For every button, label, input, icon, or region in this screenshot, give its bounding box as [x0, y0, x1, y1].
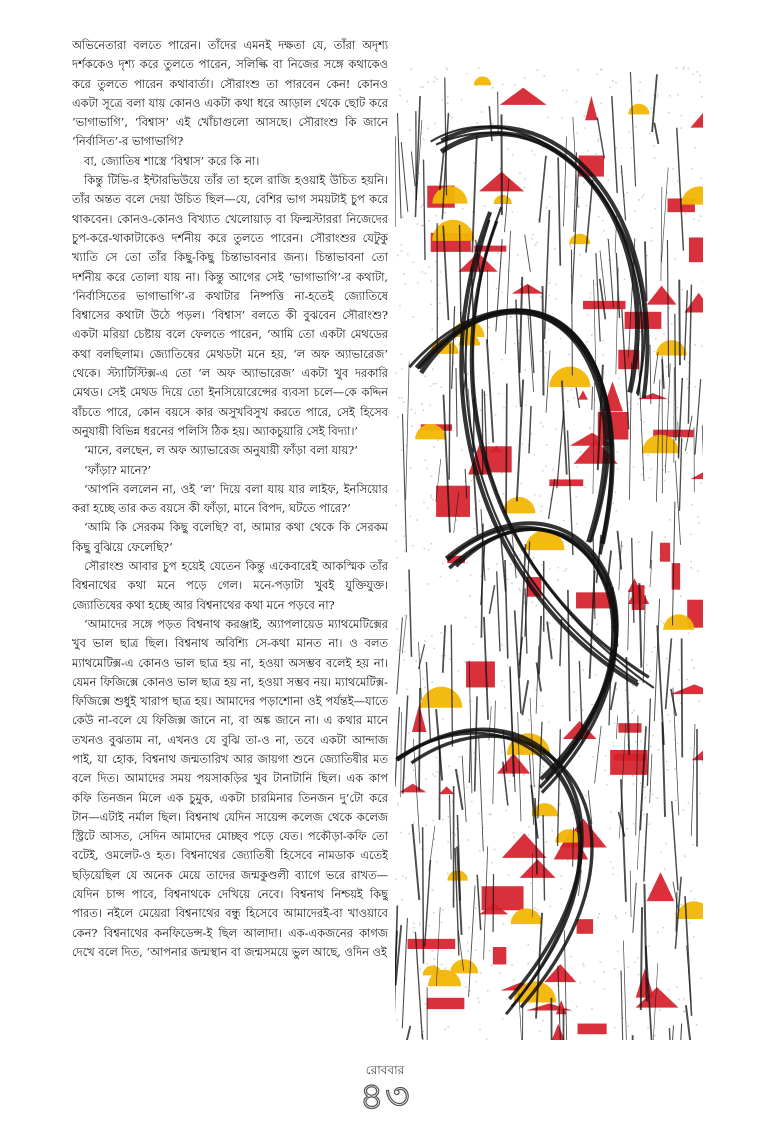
article-paragraph: ‘মানে, বলছেন, ল অফ অ্যাভারেজ অনুযায়ী ফাঁড়া বলা যায়?’ — [84, 443, 358, 458]
article-column — [72, 36, 388, 1046]
article-paragraph: অভিনেতারা বলতে পারেন। তাঁদের এমনই দক্ষতা যে, তাঁরা অদৃশ্য দর্শককেও দৃশ্য করে তুলতে পারেন, সলিল্কি বা নিজের সঙ্গে কথাকেও করে তুলতে পারেন কথাবার্তা। সৌরাংশু তা পারবেন কেন! কোনও একটা সূত্রে বলা যায় কোনও একটা কথা ধরে আড়াল থেকে ছোট করে ‘ভাগাভাগি’, ‘বিশ্বাস’ এই খোঁচাগুলো আসছে। সৌরাংশু কি জানে ‘নির্বাসিত’-র ভাগাভাগি? — [72, 38, 388, 149]
article-paragraph: ‘আপনি বললেন না, ওই ‘ল’ দিয়ে বলা যায় যার লাইফ, ইনসিয়োর করা হচ্ছে তার কত বয়সে কী ফাঁড়া, মানে বিপদ, ঘটতে পারে?’ — [72, 481, 388, 516]
article-paragraph: ‘আমি কি সেরকম কিছু বলেছি? বা, আমার কথা থেকে কি সেরকম কিছু বুঝিয়ে ফেলেছি?’ — [72, 520, 388, 554]
article-paragraph: কিন্তু টিভি-র ইন্টারভিউয়ে তাঁর তা হলে রাজি হওয়াই উচিত হয়নি। তাঁর অন্তত বলে দেয়া উচিত ছিল—যে, বেশির ভাগ সময়টাই চুপ করে থাকবেন। কোনও-কোনও বিখ্যাত খেলোয়াড় বা ফিল্মস্টাররা নিজেদের চুপ-করে-থাকাটাকেও দর্শনীয় করে তুলতে পারেন। সৌরাংশুর যেটুকু খ্যাতি সে তো তাঁর কিছু-কিছু চিন্তাভাবনার জন্য। চিন্তাভাবনা তো দর্শনীয় করে তোলা যায় না। কিন্তু আগের সেই ‘ভাগাভাগি’-র কথাটা, ‘নির্বাসিতের ভাগাভাগি’-র কথাটার নিষ্পত্তি না-হতেই জ্যোতিষে বিশ্বাসের কথাটা উঠে পড়ল। ‘বিশ্বাস’ বলতে কী বুঝবেন সৌরাংশু? একটা মরিয়া চেষ্টায় বলে ফেলতে পারেন, ‘আমি তো একটা মেথডের কথা বলছিলাম। জ্যোতিষের মেথডটা মনে হয়, ‘ল অফ অ্যাভারেজ’ থেকে। স্ট্যাটিস্টিক্স-এ তো ‘ল অফ অ্যাভারেজ’ একটা খুব দরকারি মেথড। সেই মেথড দিয়ে তো ইনসিয়োরেন্সের ব্যবসা চলে—কে কদ্দিন বাঁচতে পারে, কোন বয়সে কার অসুখবিসুখ করতে পারে, সেই হিসেব অনুযায়ী বিভিন্ন ধরনের পলিসি ঠিক হয়। অ্যাকচুয়ারি সেই বিদ্যা।’ — [72, 173, 388, 438]
illustration — [395, 66, 703, 1040]
magazine-name: রোববার — [365, 1063, 405, 1077]
article-paragraph: ‘ফাঁড়া? মানে?’ — [84, 462, 152, 477]
article-paragraph: সৌরাংশু আবার চুপ হয়েই যেতেন কিন্তু একেবারেই আকস্মিক তাঁর বিশ্বনাথের কথা মনে পড়ে গেল। মনে-পড়াটা খুবই যুক্তিযুক্ত। জ্যোতিষের কথা হচ্ছে আর বিশ্বনাথের কথা মনে পড়বে না? — [72, 559, 388, 612]
page-number: ৪৩ — [359, 1074, 411, 1118]
abstract-artwork — [395, 66, 703, 1040]
article-paragraph: ‘আমাদের সঙ্গে পড়ত বিশ্বনাথ করঞ্জাই, অ্যাপলায়েড ম্যাথমেটিক্সের খুব ভাল ছাত্র ছিল। বিশ্বনাথ অবিশ্যি সে-কথা মানত না। ও বলত ম্যাথমেটিক্স-এ কোনও ভাল ছাত্র হয় না, হওয়া অসম্ভব বলেই হয় না। যেমন ফিজিক্সে কোনও ভাল ছাত্র হয় না, হওয়া সম্ভব নয়। ম্যাথমেটিক্স-ফিজিক্সে শুধুই খারাপ ছাত্র হয়। আমাদের পড়াশোনা ওই পর্যন্তই—যাতে কেউ না-বলে যে ফিজিক্স জানে না, বা অঙ্ক জানে না। এ কথার মানে তখনও বুঝতাম না, এখনও যে বুঝি তা-ও না, তবে একটা আন্দাজ পাই, যা হোক, বিশ্বনাথ জন্মতারিখ আর জায়গা শুনে জ্যোতিষীর মত বলে দিত। আমাদের সময় পয়সাকড়ির খুব টানাটানি ছিল। এক কাপ কফি তিনজন মিলে এক চুমুক, একটা চারমিনার তিনজন দু’টো করে টান—এটাই নর্মাল ছিল। বিশ্বনাথ যেদিন সায়েন্স কলেজ থেকে কলেজ স্ট্রিটে আসত, সেদিন আমাদের মোচ্ছব পড়ে যেত। পকৌড়া-কফি তো বটেই, ওমলেট-ও হত। বিশ্বনাথের জ্যোতিষী হিসেবে নামডাক এতেই ছড়িয়েছিল যে অনেক মেয়ে তাদের জন্মকুণ্ডলী ব্যাগে ভরে রাখত—যেদিন চান্স পাবে, বিশ্বনাথকে দেখিয়ে নেবে। বিশ্বনাথ নিশ্চয়ই কিছু পারত। নইলে মেয়েরা বিশ্বনাথের বন্ধু হিসেবে আমাদেরই-বা খাওয়াবে কেন? বিশ্বনাথের কনফিডেন্স-ই ছিল আলাদা। এক-একজনের কাগজ দেখে বলে দিত, ‘আপনার জন্মস্থান বা জন্মসময়ে ভুল আছে, ওদিন ওই — [72, 616, 388, 959]
article-paragraph: বা, জ্যোতিষ শাস্ত্রে ‘বিশ্বাস’ করে কি না। — [84, 153, 260, 168]
